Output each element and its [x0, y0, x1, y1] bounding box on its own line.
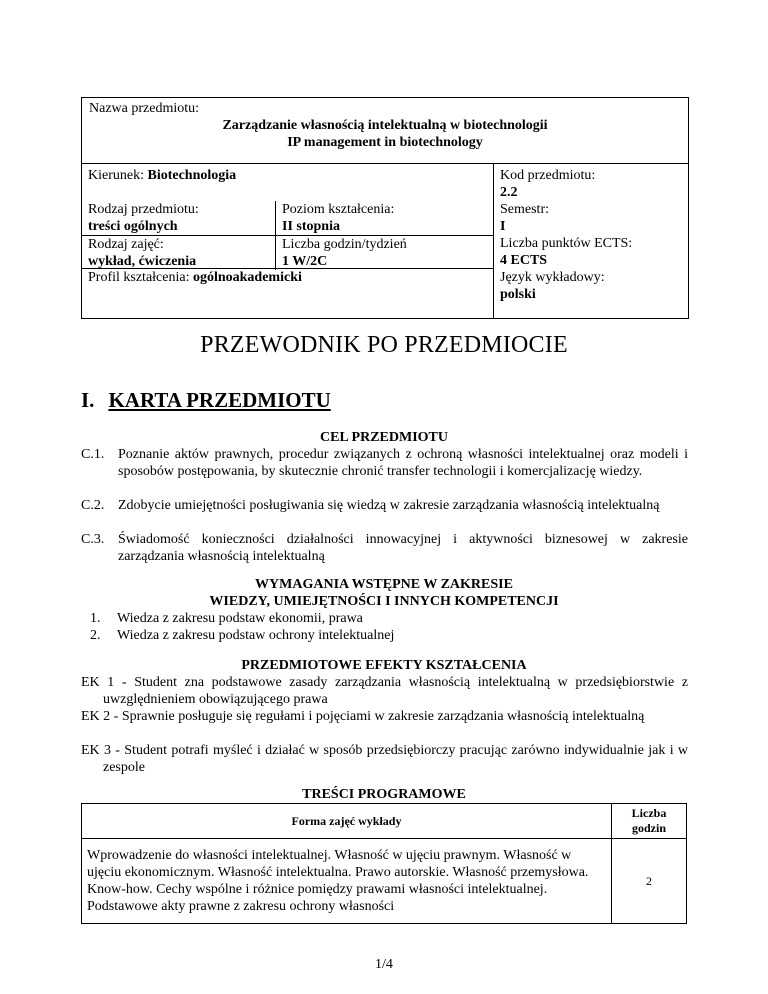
- lecture-topics-cell: Wprowadzenie do własności intelektualnej. Własność w ujęciu prawnym. Własność w ujęciu ekonomicznym. Własność intelektualna. Prawo autorskie. Własność przemysłowa. Know-how. Cechy wspólne i różnice pomiędzy prawami własności intelektualnej. Podstawowe akty prawne z zakresu ochrony własności: [82, 839, 612, 924]
- course-info-table: [81, 97, 689, 319]
- course-type-label: Rodzaj przedmiotu:: [88, 202, 199, 217]
- goal-text: Poznanie aktów prawnych, procedur związanych z ochroną własności intelektualnej oraz modeli i sposobów postępowania, by skutecznie chronić transfer technologii i komercjalizację wiedzy.: [118, 447, 688, 479]
- outcome-label: EK 2 -: [81, 709, 122, 724]
- program-content-heading: TREŚCI PROGRAMOWE: [302, 787, 466, 802]
- field-of-study: Kierunek: Biotechnologia: [88, 168, 237, 183]
- section-heading: [81, 388, 331, 412]
- table-header-row: [82, 804, 687, 839]
- course-name-label: Nazwa przedmiotu:: [89, 101, 200, 116]
- ects-label: Liczba punktów ECTS:: [500, 236, 633, 251]
- page-number: 1/4: [375, 957, 393, 972]
- goal-item: [81, 497, 688, 514]
- requirement-item: [90, 627, 394, 644]
- requirement-text: Wiedza z zakresu podstaw ochrony intelektualnej: [117, 628, 395, 643]
- hours-value: 1 W/2C: [282, 254, 328, 269]
- section-title: KARTA PRZEDMIOTU: [108, 388, 331, 412]
- class-type-label: Rodzaj zajęć:: [88, 237, 164, 252]
- outcome-item: [81, 742, 688, 776]
- hours-label: Liczba godzin/tydzień: [282, 237, 407, 252]
- outcome-label: EK 3 -: [81, 743, 125, 758]
- level-label: Poziom kształcenia:: [282, 202, 395, 217]
- goal-heading: CEL PRZEDMIOTU: [320, 430, 448, 445]
- column-header-hours: Liczba godzin: [612, 804, 687, 839]
- outcome-text: Student potrafi myśleć i działać w sposób przedsiębiorczy pracując zarówno indywidualnie jak i w zespole: [103, 743, 689, 775]
- requirements-heading-1: WYMAGANIA WSTĘPNE W ZAKRESIE: [255, 577, 513, 592]
- course-name-en: IP management in biotechnology: [287, 135, 483, 150]
- outcome-text: Sprawnie posługuje się regułami i pojęciami w zakresie zarządzania własnością intelektualną: [121, 709, 645, 724]
- course-type-value: treści ogólnych: [88, 219, 178, 234]
- table-row: [82, 839, 687, 924]
- class-type-value: wykład, ćwiczenia: [88, 254, 197, 269]
- course-name-pl: Zarządzanie własnością intelektualną w biotechnologii: [222, 118, 548, 133]
- ects-value: 4 ECTS: [500, 253, 548, 268]
- level-cell: [276, 201, 493, 235]
- program-content-table: [81, 803, 687, 924]
- class-type-cell: [82, 235, 276, 270]
- lecture-hours-cell: 2: [612, 839, 687, 924]
- requirement-number: 1.: [90, 611, 101, 626]
- goal-label: C.3.: [81, 532, 105, 547]
- page-title: PRZEWODNIK PO PRZEDMIOCIE: [200, 332, 568, 358]
- outcome-text: Student zna podstawowe zasady zarządzania własnością intelektualną w przedsiębiorstwie z uwzględnieniem obowiązującego prawa: [103, 675, 688, 707]
- language-value: polski: [500, 287, 536, 302]
- course-code-block: [494, 164, 688, 318]
- semester-value: I: [500, 219, 506, 234]
- requirement-item: [90, 610, 363, 627]
- course-type-cell: [82, 201, 276, 235]
- goal-text: Zdobycie umiejętności posługiwania się wiedzą w zakresie zarządzania własnością intelektualną: [118, 498, 660, 513]
- requirement-text: Wiedza z zakresu podstaw ekonomii, prawa: [117, 611, 363, 626]
- goal-item: [81, 531, 688, 565]
- goal-label: C.1.: [81, 447, 105, 462]
- course-name-cell: [82, 98, 688, 164]
- outcomes-heading: PRZEDMIOTOWE EFEKTY KSZTAŁCENIA: [241, 658, 527, 673]
- goal-label: C.2.: [81, 498, 105, 513]
- section-number: I.: [81, 388, 95, 412]
- study-profile: Profil kształcenia: ogólnoakademicki: [88, 270, 302, 285]
- course-details-block: [82, 164, 494, 318]
- language-label: Język wykładowy:: [500, 270, 605, 285]
- course-code-label: Kod przedmiotu:: [500, 168, 596, 183]
- outcome-item: [81, 674, 688, 708]
- requirements-heading-2: WIEDZY, UMIEJĘTNOŚCI I INNYCH KOMPETENCJI: [209, 594, 559, 609]
- course-code-value: 2.2: [500, 185, 518, 200]
- requirement-number: 2.: [90, 628, 101, 643]
- hours-cell: [276, 235, 493, 270]
- column-header-form: Forma zajęć wykłady: [82, 804, 612, 839]
- level-value: II stopnia: [282, 219, 340, 234]
- semester-label: Semestr:: [500, 202, 549, 217]
- outcome-label: EK 1 -: [81, 675, 135, 690]
- goal-text: Świadomość konieczności działalności innowacyjnej i aktywności biznesowej w zakresie zarządzania własnością intelektualną: [118, 532, 688, 564]
- outcome-item: [81, 708, 688, 725]
- goal-item: [81, 446, 688, 480]
